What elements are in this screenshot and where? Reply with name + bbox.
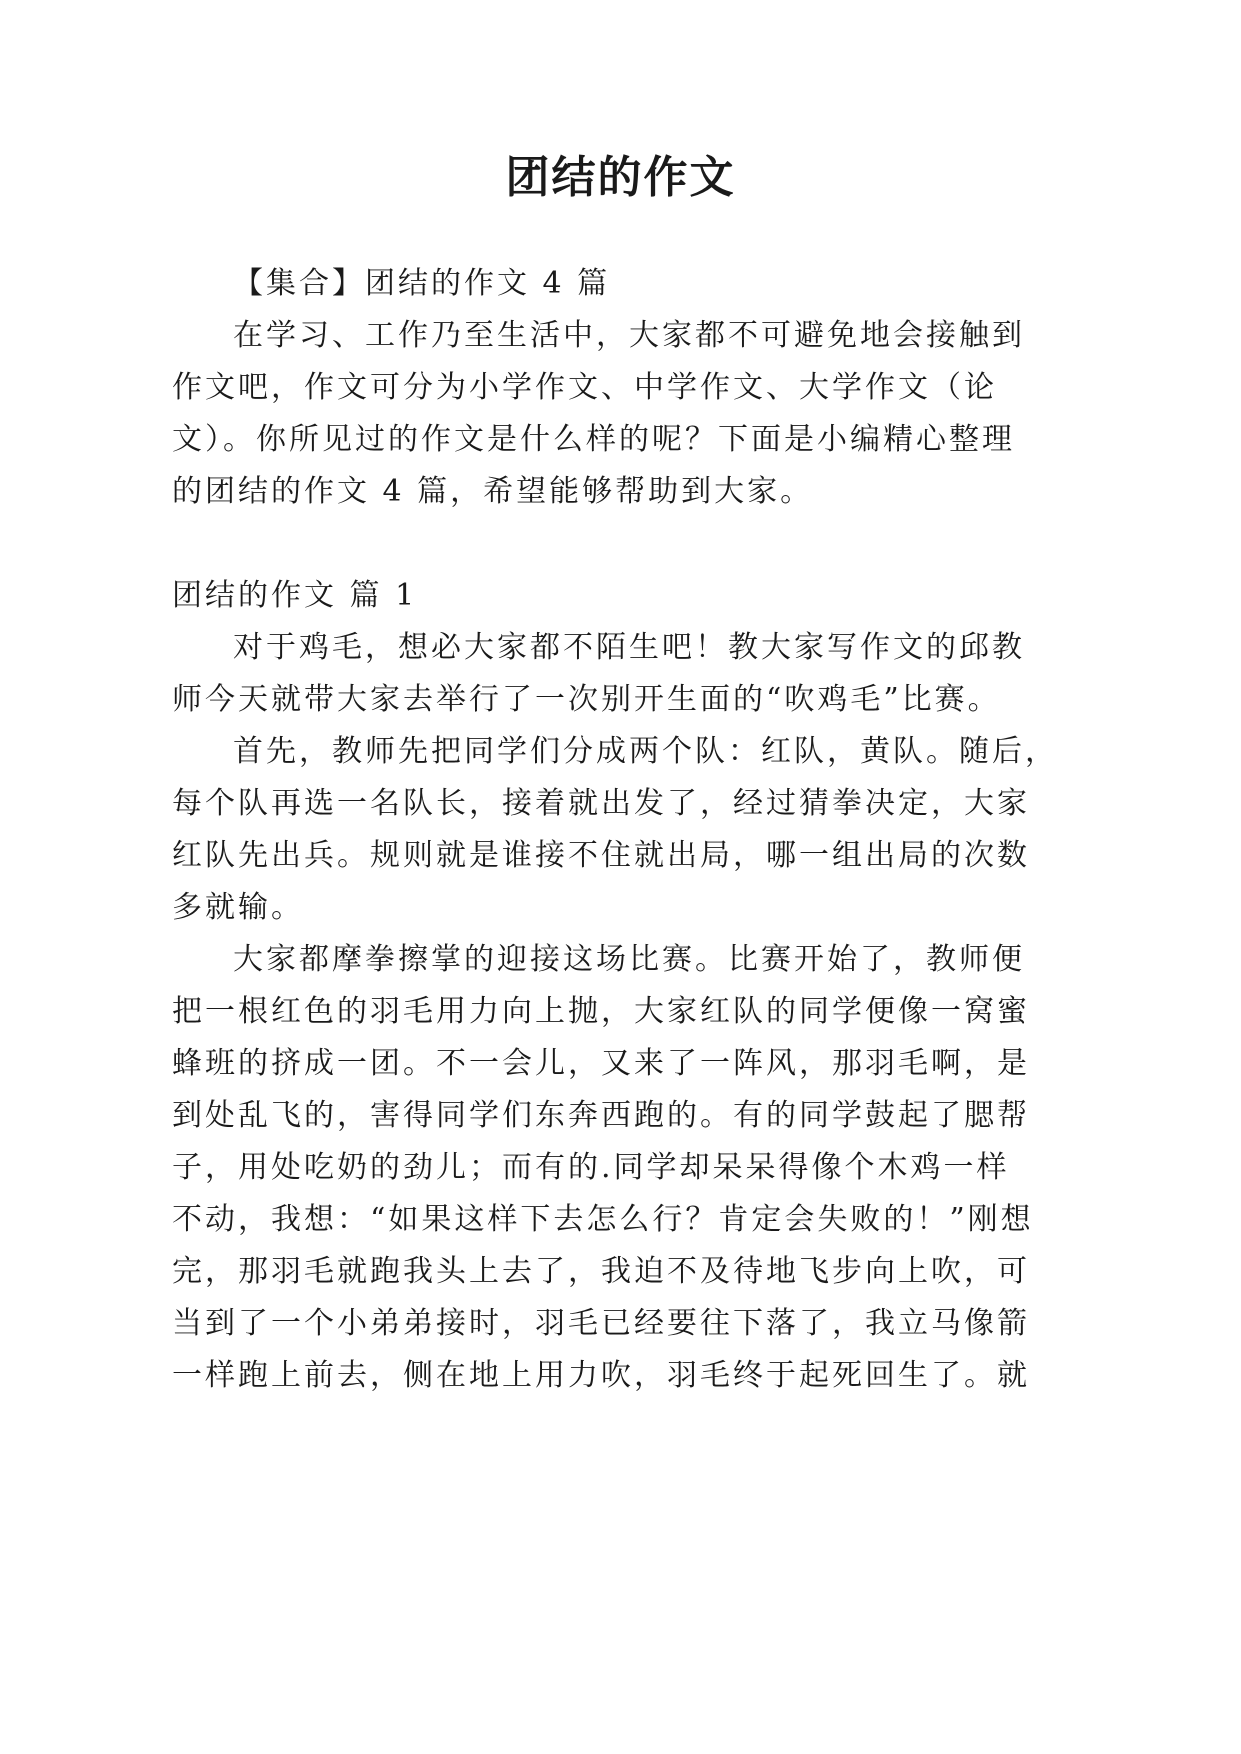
body-line: 到处乱飞的，害得同学们东奔西跑的。有的同学鼓起了腮帮 <box>172 1098 1030 1133</box>
body-line: 对于鸡毛，想必大家都不陌生吧！教大家写作文的邱教 <box>233 630 1025 665</box>
document-title: 团结的作文 <box>505 152 736 203</box>
body-line: 把一根红色的羽毛用力向上抛，大家红队的同学便像一窝蜜 <box>172 994 1030 1029</box>
intro-line: 作文吧，作文可分为小学作文、中学作文、大学作文（论 <box>172 370 997 405</box>
intro-line: 在学习、工作乃至生活中，大家都不可避免地会接触到 <box>233 318 1025 353</box>
body-line: 不动，我想：“如果这样下去怎么行？肯定会失败的！”刚想 <box>172 1202 1034 1237</box>
body-line: 每个队再选一名队长，接着就出发了，经过猜拳决定，大家 <box>172 786 1030 821</box>
body-line: 子，用处吃奶的劲儿；而有的.同学却呆呆得像个木鸡一样 <box>172 1150 1010 1185</box>
body-line: 一样跑上前去，侧在地上用力吹，羽毛终于起死回生了。就 <box>172 1358 1030 1393</box>
body-line: 大家都摩拳擦掌的迎接这场比赛。比赛开始了，教师便 <box>233 942 1025 977</box>
body-line: 红队先出兵。规则就是谁接不住就出局，哪一组出局的次数 <box>172 838 1030 873</box>
body-line: 师今天就带大家去举行了一次别开生面的“吹鸡毛”比赛。 <box>172 682 1001 717</box>
intro-line: 的团结的作文 4 篇，希望能够帮助到大家。 <box>172 474 814 509</box>
body-line: 完，那羽毛就跑我头上去了，我迫不及待地飞步向上吹，可 <box>172 1254 1030 1289</box>
body-line: 多就输。 <box>172 890 304 925</box>
section-heading: 团结的作文 篇 1 <box>172 578 418 613</box>
body-line: 首先，教师先把同学们分成两个队：红队，黄队。随后， <box>233 734 1058 769</box>
document-subtitle: 【集合】团结的作文 4 篇 <box>233 266 611 301</box>
body-line: 当到了一个小弟弟接时，羽毛已经要往下落了，我立马像箭 <box>172 1306 1030 1341</box>
intro-line: 文）。你所见过的作文是什么样的呢？下面是小编精心整理 <box>172 422 1015 457</box>
body-line: 蜂班的挤成一团。不一会儿，又来了一阵风，那羽毛啊，是 <box>172 1046 1030 1081</box>
